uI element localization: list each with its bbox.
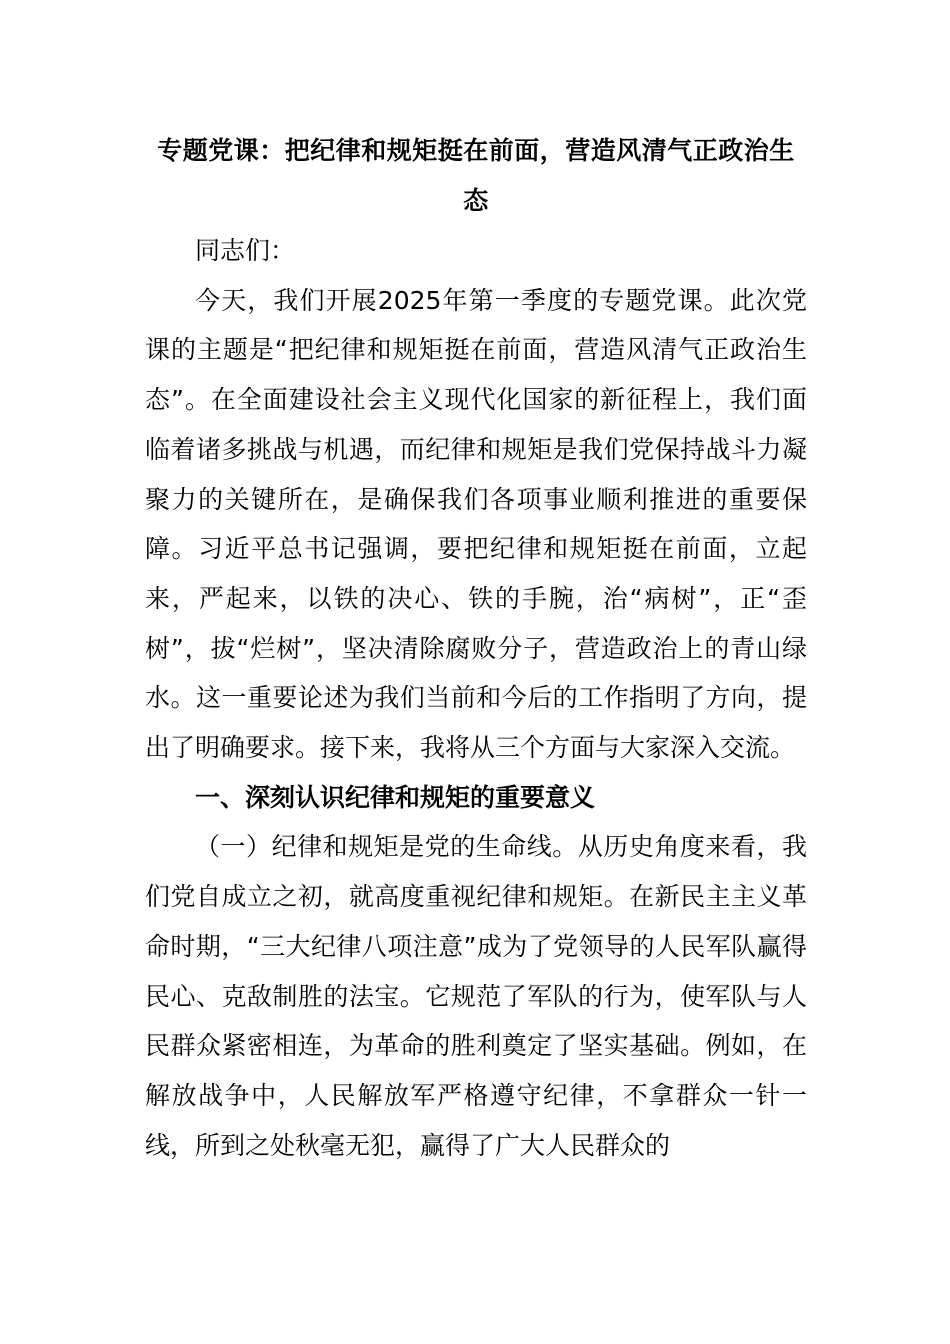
intro-paragraph: 今天，我们开展2025年第一季度的专题党课。此次党课的主题是“把纪律和规矩挺在前面，营造风清气正政治生态”。在全面建设社会主义现代化国家的新征程上，我们面临着诸多挑战与机遇，而纪律和规矩是我们党保持战斗力凝聚力的关键所在，是确保我们各项事业顺利推进的重要保障。习近平总书记强调，要把纪律和规矩挺在前面，立起来，严起来，以铁的决心、铁的手腕，治“病树”，正“歪树”，拔“烂树”，坚决清除腐败分子，营造政治上的青山绿水。这一重要论述为我们当前和今后的工作指明了方向，提出了明确要求。接下来，我将从三个方面与大家深入交流。 [145,285,807,763]
section-paragraph: （一）纪律和规矩是党的生命线。从历史角度来看，我们党自成立之初，就高度重视纪律和规矩。在新民主主义革命时期，“三大纪律八项注意”成为了党领导的人民军队赢得民心、克敌制胜的法宝。它规范了军队的行为，使军队与人民群众紧密相连，为革命的胜利奠定了坚实基础。例如，在解放战争中，人民解放军严格遵守纪律，不拿群众一针一线，所到之处秋毫无犯，赢得了广大人民群众的 [145,832,807,1160]
document-page [145,126,807,1170]
document-title: 专题党课：把纪律和规矩挺在前面，营造风清气正政治生态 [157,136,795,215]
section-heading: 一、深刻认识纪律和规矩的重要意义 [195,782,596,812]
salutation: 同志们： [195,236,296,265]
